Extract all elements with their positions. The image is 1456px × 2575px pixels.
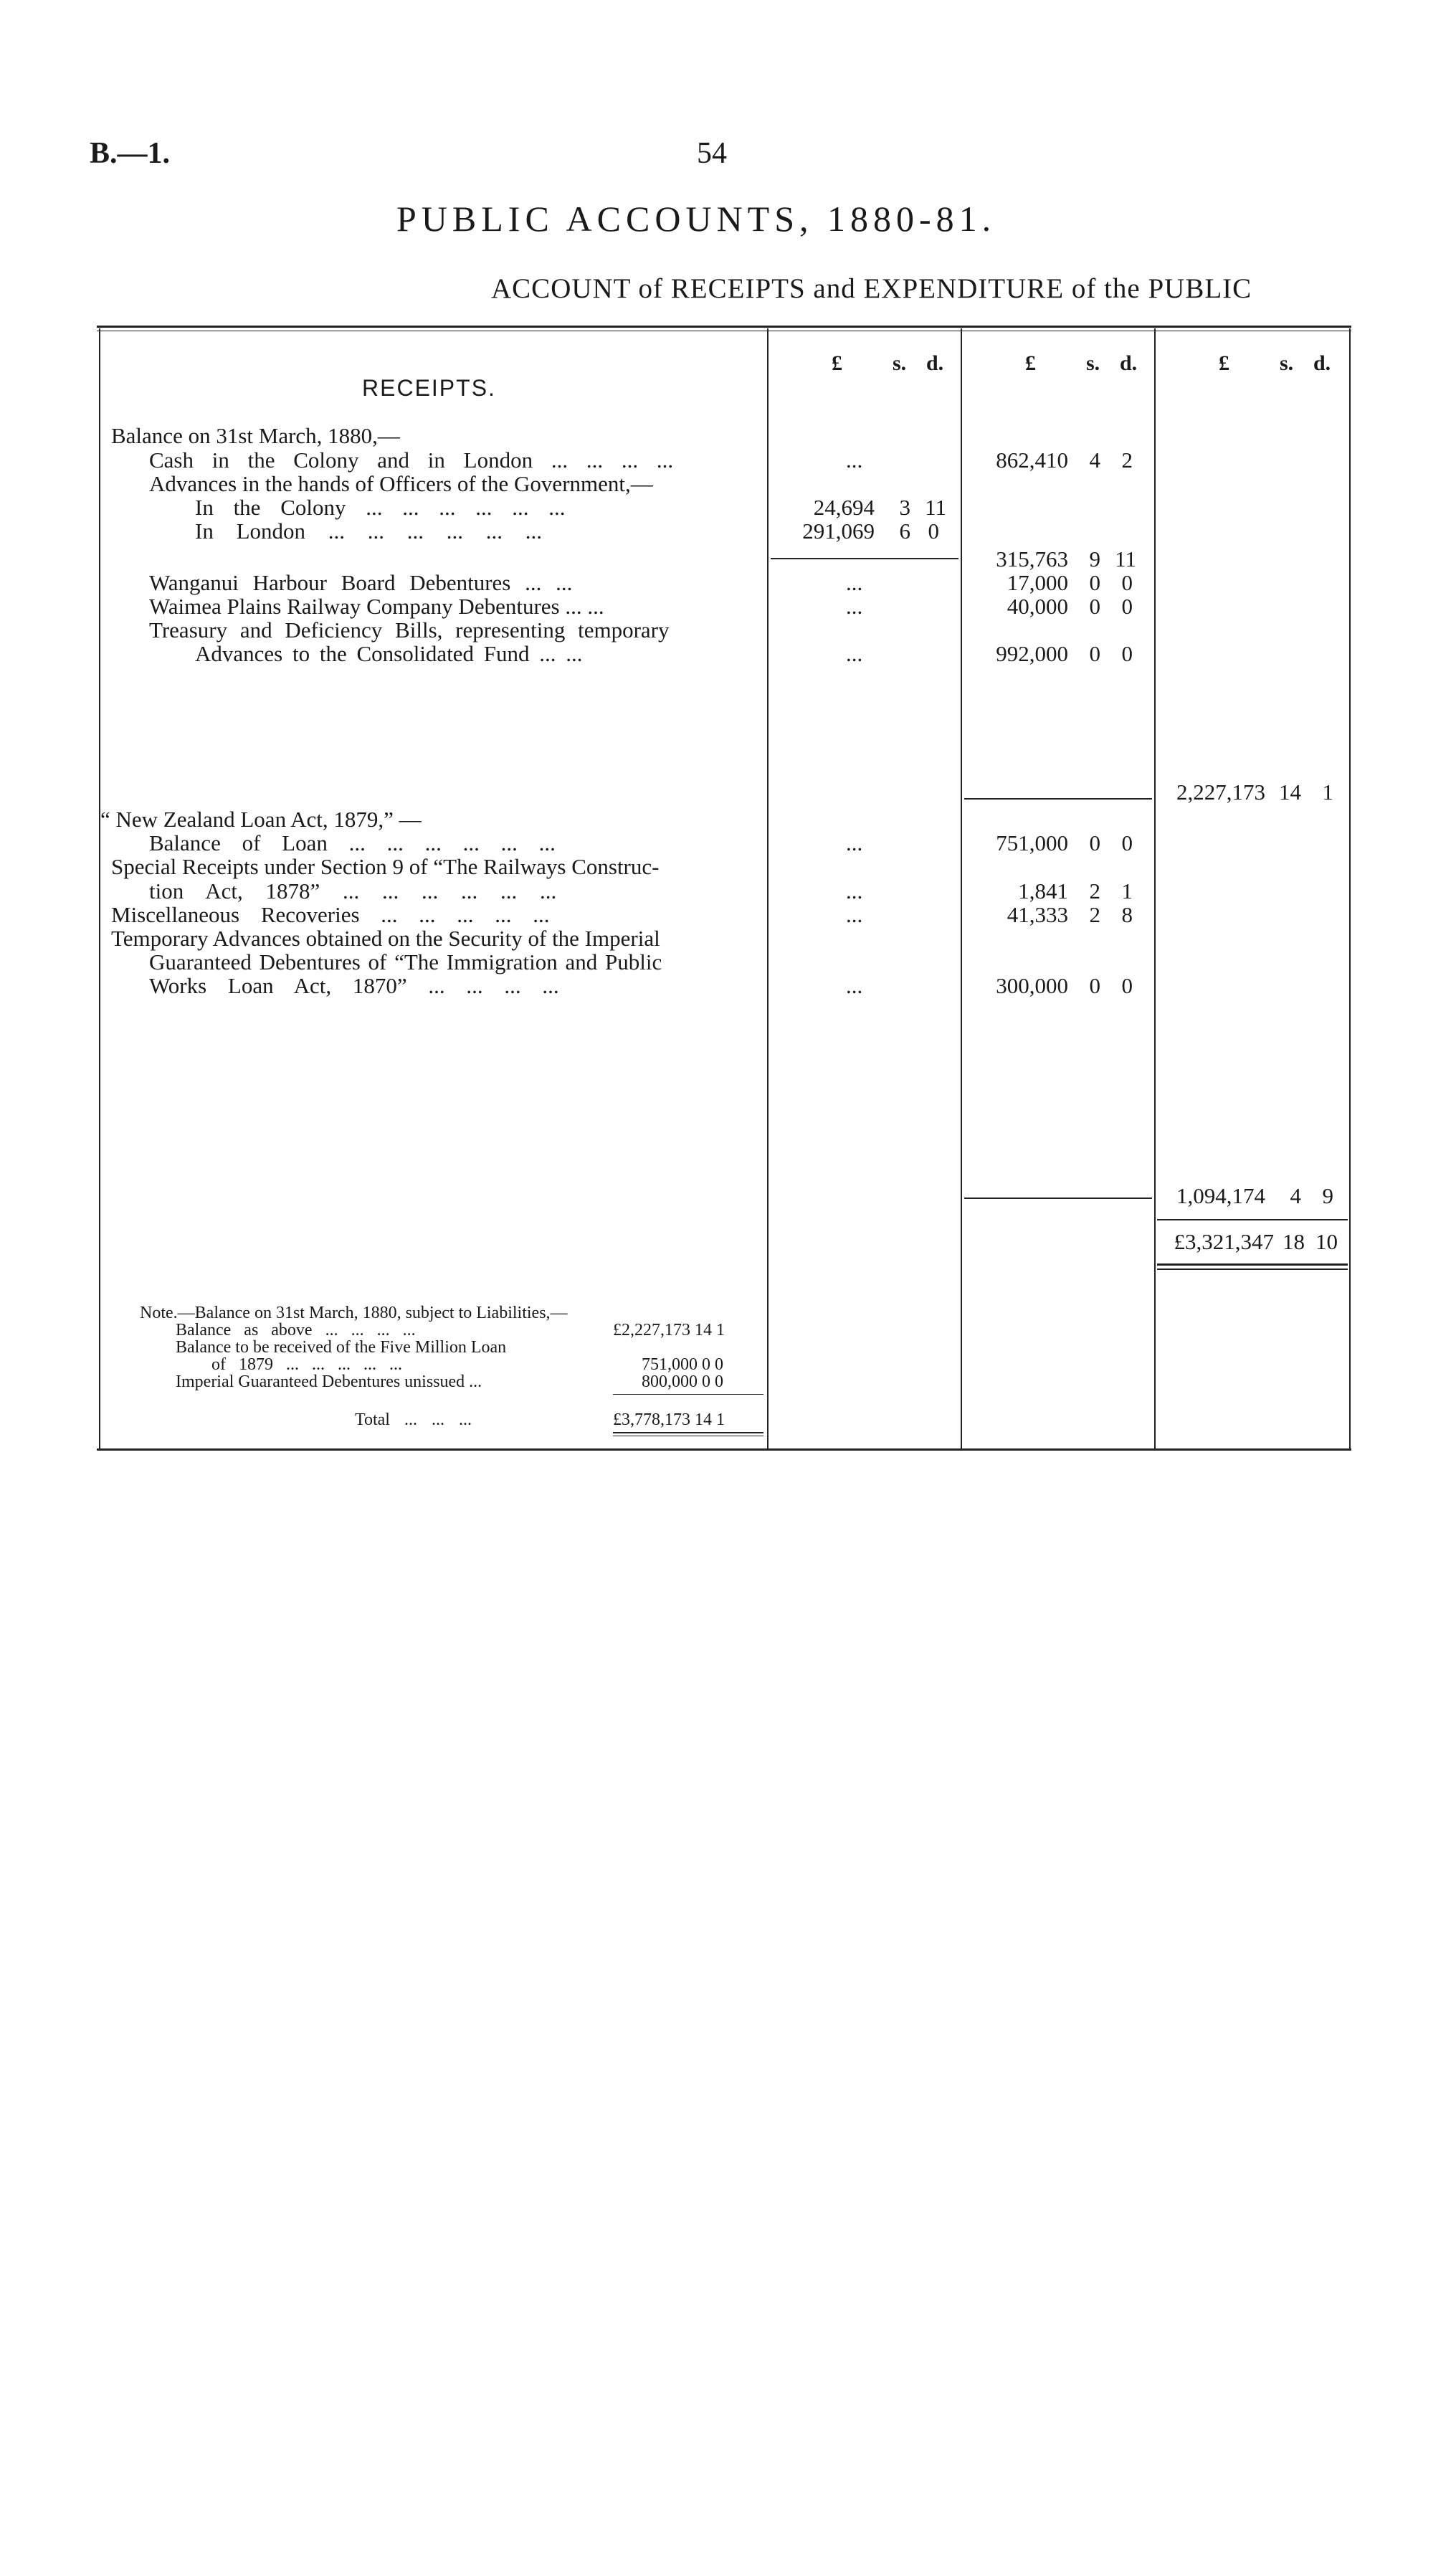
col2-loan-pound: 751,000 [996,830,1068,855]
line-special-receipts: Special Receipts under Section 9 of “The Railways Construc- [111,854,660,879]
table-bottom-rule [97,1448,1351,1451]
col2-waimea-s: 0 [1089,594,1100,619]
col3-total-double-rule-2 [1157,1268,1348,1270]
col1-london-s: 6 [899,518,910,544]
col1-waimea-dots: ... [846,594,863,619]
line-nz-loan-act: “ New Zealand Loan Act, 1879,” — [100,807,422,832]
line-cash: Cash in the Colony and in London ... ... ... ... [149,447,674,473]
col2-subtotal-rule-1 [964,798,1152,800]
col1-loan-dots: ... [846,830,863,855]
col2-advances-s: 9 [1089,546,1100,572]
col1-colony-s: 3 [899,495,910,520]
col2-waimea-pound: 40,000 [1007,594,1068,619]
note-line1-value: £2,227,173 14 1 [613,1321,725,1339]
col2-temp-s: 0 [1089,973,1100,998]
col2-pound-header: £ [1025,351,1036,375]
col1-subtotal-rule [771,558,958,559]
col3-d-header: d. [1313,351,1331,375]
col2-cash-pound: 862,410 [996,447,1068,473]
col1-s-header: s. [893,351,907,375]
line-in-colony: In the Colony ... ... ... ... ... ... [195,495,566,520]
col2-loan-s: 0 [1089,830,1100,855]
col1-temp-dots: ... [846,973,863,998]
line-treasury-cont: Advances to the Consolidated Fund ... ... [195,641,583,666]
page-number: 54 [697,137,727,170]
line-treasury: Treasury and Deficiency Bills, representing temporary [149,617,670,642]
col3-s-header: s. [1280,351,1294,375]
col2-waimea-d: 0 [1121,594,1133,619]
line-advances: Advances in the hands of Officers of the Government,— [149,471,653,496]
col2-advances-pound: 315,763 [996,546,1068,572]
col2-misc-pound: 41,333 [1007,902,1068,927]
col1-pound-header: £ [832,351,842,375]
col1-london-pound: 291,069 [802,518,875,544]
col2-treasury-s: 0 [1089,641,1100,666]
line-balance-of-loan: Balance of Loan ... ... ... ... ... ... [149,830,556,855]
col2-advances-d: 11 [1115,546,1136,572]
col3-loan-pound: 1,094,174 [1176,1183,1265,1208]
col3-total-double-rule-1 [1157,1263,1348,1266]
col3-total-d: 10 [1315,1229,1338,1254]
col2-special-s: 2 [1089,878,1100,904]
col3-loan-d: 9 [1322,1183,1333,1208]
note-line3: Imperial Guaranteed Debentures unissued ... [176,1372,482,1391]
column-divider-1 [767,328,769,1450]
line-special-receipts-cont: tion Act, 1878” ... ... ... ... ... ... [149,878,557,904]
col2-special-pound: 1,841 [1018,878,1068,904]
col3-total-s: 18 [1283,1229,1305,1254]
note-heading: Note.—Balance on 31st March, 1880, subject to Liabilities,— [140,1304,568,1322]
note-total-label: Total ... ... ... [355,1410,472,1429]
col2-d-header: d. [1120,351,1138,375]
col3-balance-s: 14 [1279,779,1301,805]
col2-temp-d: 0 [1121,973,1133,998]
note-total-rule-1 [613,1432,763,1433]
col2-misc-d: 8 [1121,902,1133,927]
col1-misc-dots: ... [846,902,863,927]
line-misc-recoveries: Miscellaneous Recoveries ... ... ... ... ... [111,902,550,927]
note-line3-value: 800,000 0 0 [642,1372,723,1391]
note-line1: Balance as above ... ... ... ... [176,1321,416,1339]
col1-wanganui-dots: ... [846,570,863,595]
col1-special-dots: ... [846,878,863,904]
column-divider-2 [961,328,962,1450]
col1-treasury-dots: ... [846,641,863,666]
receipts-heading: RECEIPTS. [362,375,496,401]
page-title: PUBLIC ACCOUNTS, 1880-81. [396,199,996,239]
col2-temp-pound: 300,000 [996,973,1068,998]
note-line2b: of 1879 ... ... ... ... ... [211,1355,402,1374]
line-in-london: In London ... ... ... ... ... ... [195,518,543,544]
col3-balance-d: 1 [1322,779,1333,805]
note-line2a: Balance to be received of the Five Million Loan [176,1338,507,1357]
col1-colony-pound: 24,694 [813,495,875,520]
line-waimea: Waimea Plains Railway Company Debentures ... ... [149,594,604,619]
col1-cash-dots: ... [846,447,863,473]
column-divider-3 [1154,328,1156,1450]
col1-d-header: d. [926,351,944,375]
line-wanganui: Wanganui Harbour Board Debentures ... ... [149,570,573,595]
col3-loan-s: 4 [1290,1183,1301,1208]
col2-cash-s: 4 [1089,447,1100,473]
col2-wanganui-pound: 17,000 [1007,570,1068,595]
line-temp-advances: Temporary Advances obtained on the Security of the Imperial [111,926,660,951]
note-total-value: £3,778,173 14 1 [613,1410,725,1429]
note-sum-rule [613,1394,763,1395]
note-line2-value: 751,000 0 0 [642,1355,723,1374]
col3-total-pound: £3,321,347 [1174,1229,1274,1254]
col2-wanganui-d: 0 [1121,570,1133,595]
table-left-border [99,328,100,1450]
col2-subtotal-rule-2 [964,1198,1152,1199]
col2-treasury-d: 0 [1121,641,1133,666]
col2-wanganui-s: 0 [1089,570,1100,595]
col2-misc-s: 2 [1089,902,1100,927]
col3-subtotal-rule [1157,1219,1348,1220]
col3-pound-header: £ [1219,351,1229,375]
col2-treasury-pound: 992,000 [996,641,1068,666]
col2-s-header: s. [1086,351,1100,375]
col1-london-d: 0 [928,518,939,544]
col2-cash-d: 2 [1121,447,1133,473]
document-code: B.—1. [90,137,171,170]
line-balance-heading: Balance on 31st March, 1880,— [111,423,400,448]
table-right-border [1349,328,1351,1450]
col3-balance-pound: 2,227,173 [1176,779,1265,805]
line-temp-advances-cont1: Guaranteed Debentures of “The Immigration and Public [149,949,662,974]
account-subtitle: ACCOUNT of RECEIPTS and EXPENDITURE of the PUBLIC [491,273,1252,304]
table-top-rule [97,326,1351,328]
col1-colony-d: 11 [925,495,946,520]
col2-loan-d: 0 [1121,830,1133,855]
line-temp-advances-cont2: Works Loan Act, 1870” ... ... ... ... [149,973,559,998]
col2-special-d: 1 [1121,878,1133,904]
